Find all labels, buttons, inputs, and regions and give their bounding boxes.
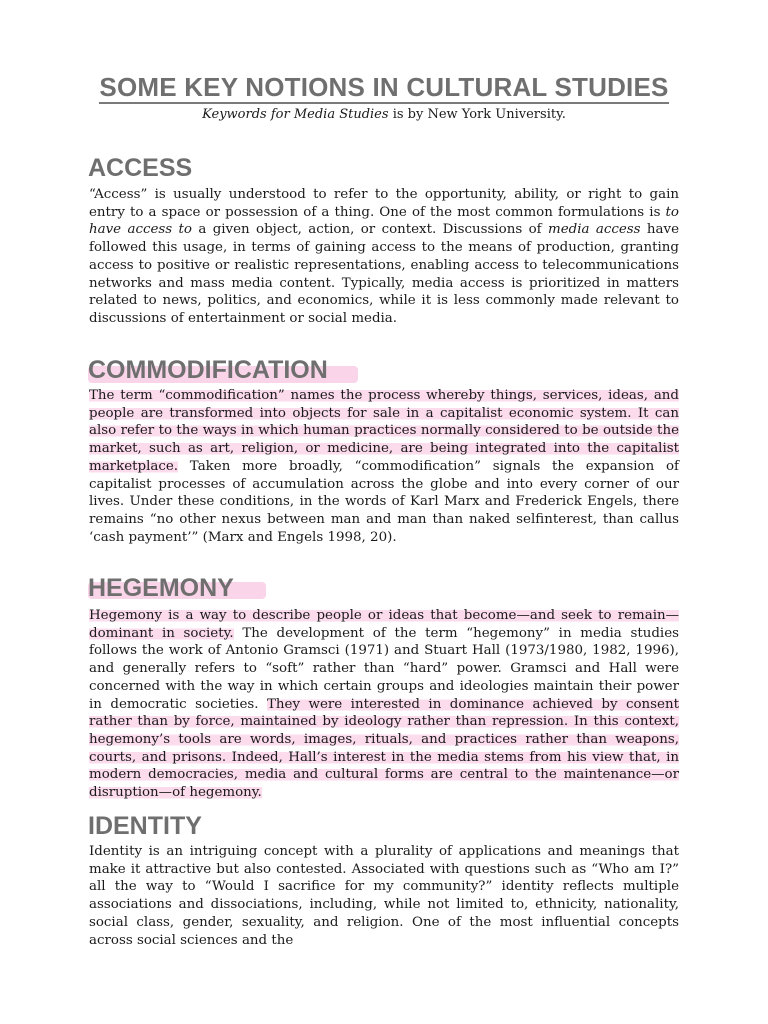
subtitle-book-title: Keywords for Media Studies [202, 107, 389, 122]
highlighted-text: Hegemony is a way to describe people or ideas that become—and seek to remain—dominant in society. [89, 608, 679, 641]
heading-access: ACCESS [88, 154, 193, 182]
highlighted-text: They were interested in dominance achieved by consent rather than by force, maintained by ideology rather than repression. In this context, hegemony’s tools are words, images, rituals, and practices rather than weapons, courts, and prisons. Indeed, Hall’s interest in the media stems from his view that, in modern democracies, media and cultural forms are central to the maintenance—or disruption—of hegemony. [89, 696, 679, 801]
paragraph-identity: Identity is an intriguing concept with a plurality of applications and meanings that make it attractive but also contested. Associated with questions such as “Who am I?” all the way to “Would I sacrifice for my community?” identity reflects multiple associations and dissociations, including, while not limited to, ethnicity, nationality, social class, gender, sexuality, and religion. One of the most influential concepts across social sciences and the [89, 844, 679, 948]
document-title: SOME KEY NOTIONS IN CULTURAL STUDIES [99, 72, 669, 102]
title-underline [99, 102, 669, 104]
heading-identity: IDENTITY [88, 812, 202, 840]
heading-commodification: COMMODIFICATION [88, 356, 328, 384]
highlighted-text: The term “commodification” names the process whereby things, services, ideas, and people are transformed into objects for sale in a capitalist economic system. It can also refer to the ways in which human practices normally considered to be outside the market, such as art, religion, or medicine, are being integrated into the capitalist marketplace. [89, 388, 679, 474]
subtitle-attribution: is by New York University. [388, 107, 566, 122]
paragraph-access: “Access” is usually understood to refer to the opportunity, ability, or right to gain entry to a space or possession of a thing. One of the most common formulations is to have access to a given object, action, or context. Discussions of media access have followed this usage, in terms of gaining access to the means of production, granting access to positive or realistic representations, enabling access to telecommunications networks and mass media content. Typically, media access is prioritized in matters related to news, politics, and economics, while it is less commonly made relevant to discussions of entertainment or social media. [89, 187, 679, 326]
heading-hegemony: HEGEMONY [88, 574, 234, 602]
document-subtitle [0, 107, 768, 122]
paragraph-commodification: The term “commodification” names the process whereby things, services, ideas, and people are transformed into objects for sale in a capitalist economic system. It can also refer to the ways in which human practices normally considered to be outside the market, such as art, religion, or medicine, are being integrated into the capitalist marketplace. Taken more broadly, “commodification” signals the expansion of capitalist processes of accumulation across the globe and into every corner of our lives. Under these conditions, in the words of Karl Marx and Frederick Engels, there remains “no other nexus between man and man than naked selfinterest, than callus ‘cash payment’” (Marx and Engels 1998, 20). [89, 388, 679, 545]
paragraph-hegemony: Hegemony is a way to describe people or ideas that become—and seek to remain—dominant in society. The development of the term “hegemony” in media studies follows the work of Antonio Gramsci (1971) and Stuart Hall (1973/1980, 1982, 1996), and generally refers to “soft” rather than “hard” power. Gramsci and Hall were concerned with the way in which certain groups and ideologies maintain their power in democratic societies. They were interested in dominance achieved by consent rather than by force, maintained by ideology rather than repression. In this context, hegemony’s tools are words, images, rituals, and practices rather than weapons, courts, and prisons. Indeed, Hall’s interest in the media stems from his view that, in modern democracies, media and cultural forms are central to the maintenance—or disruption—of hegemony. [89, 608, 679, 801]
